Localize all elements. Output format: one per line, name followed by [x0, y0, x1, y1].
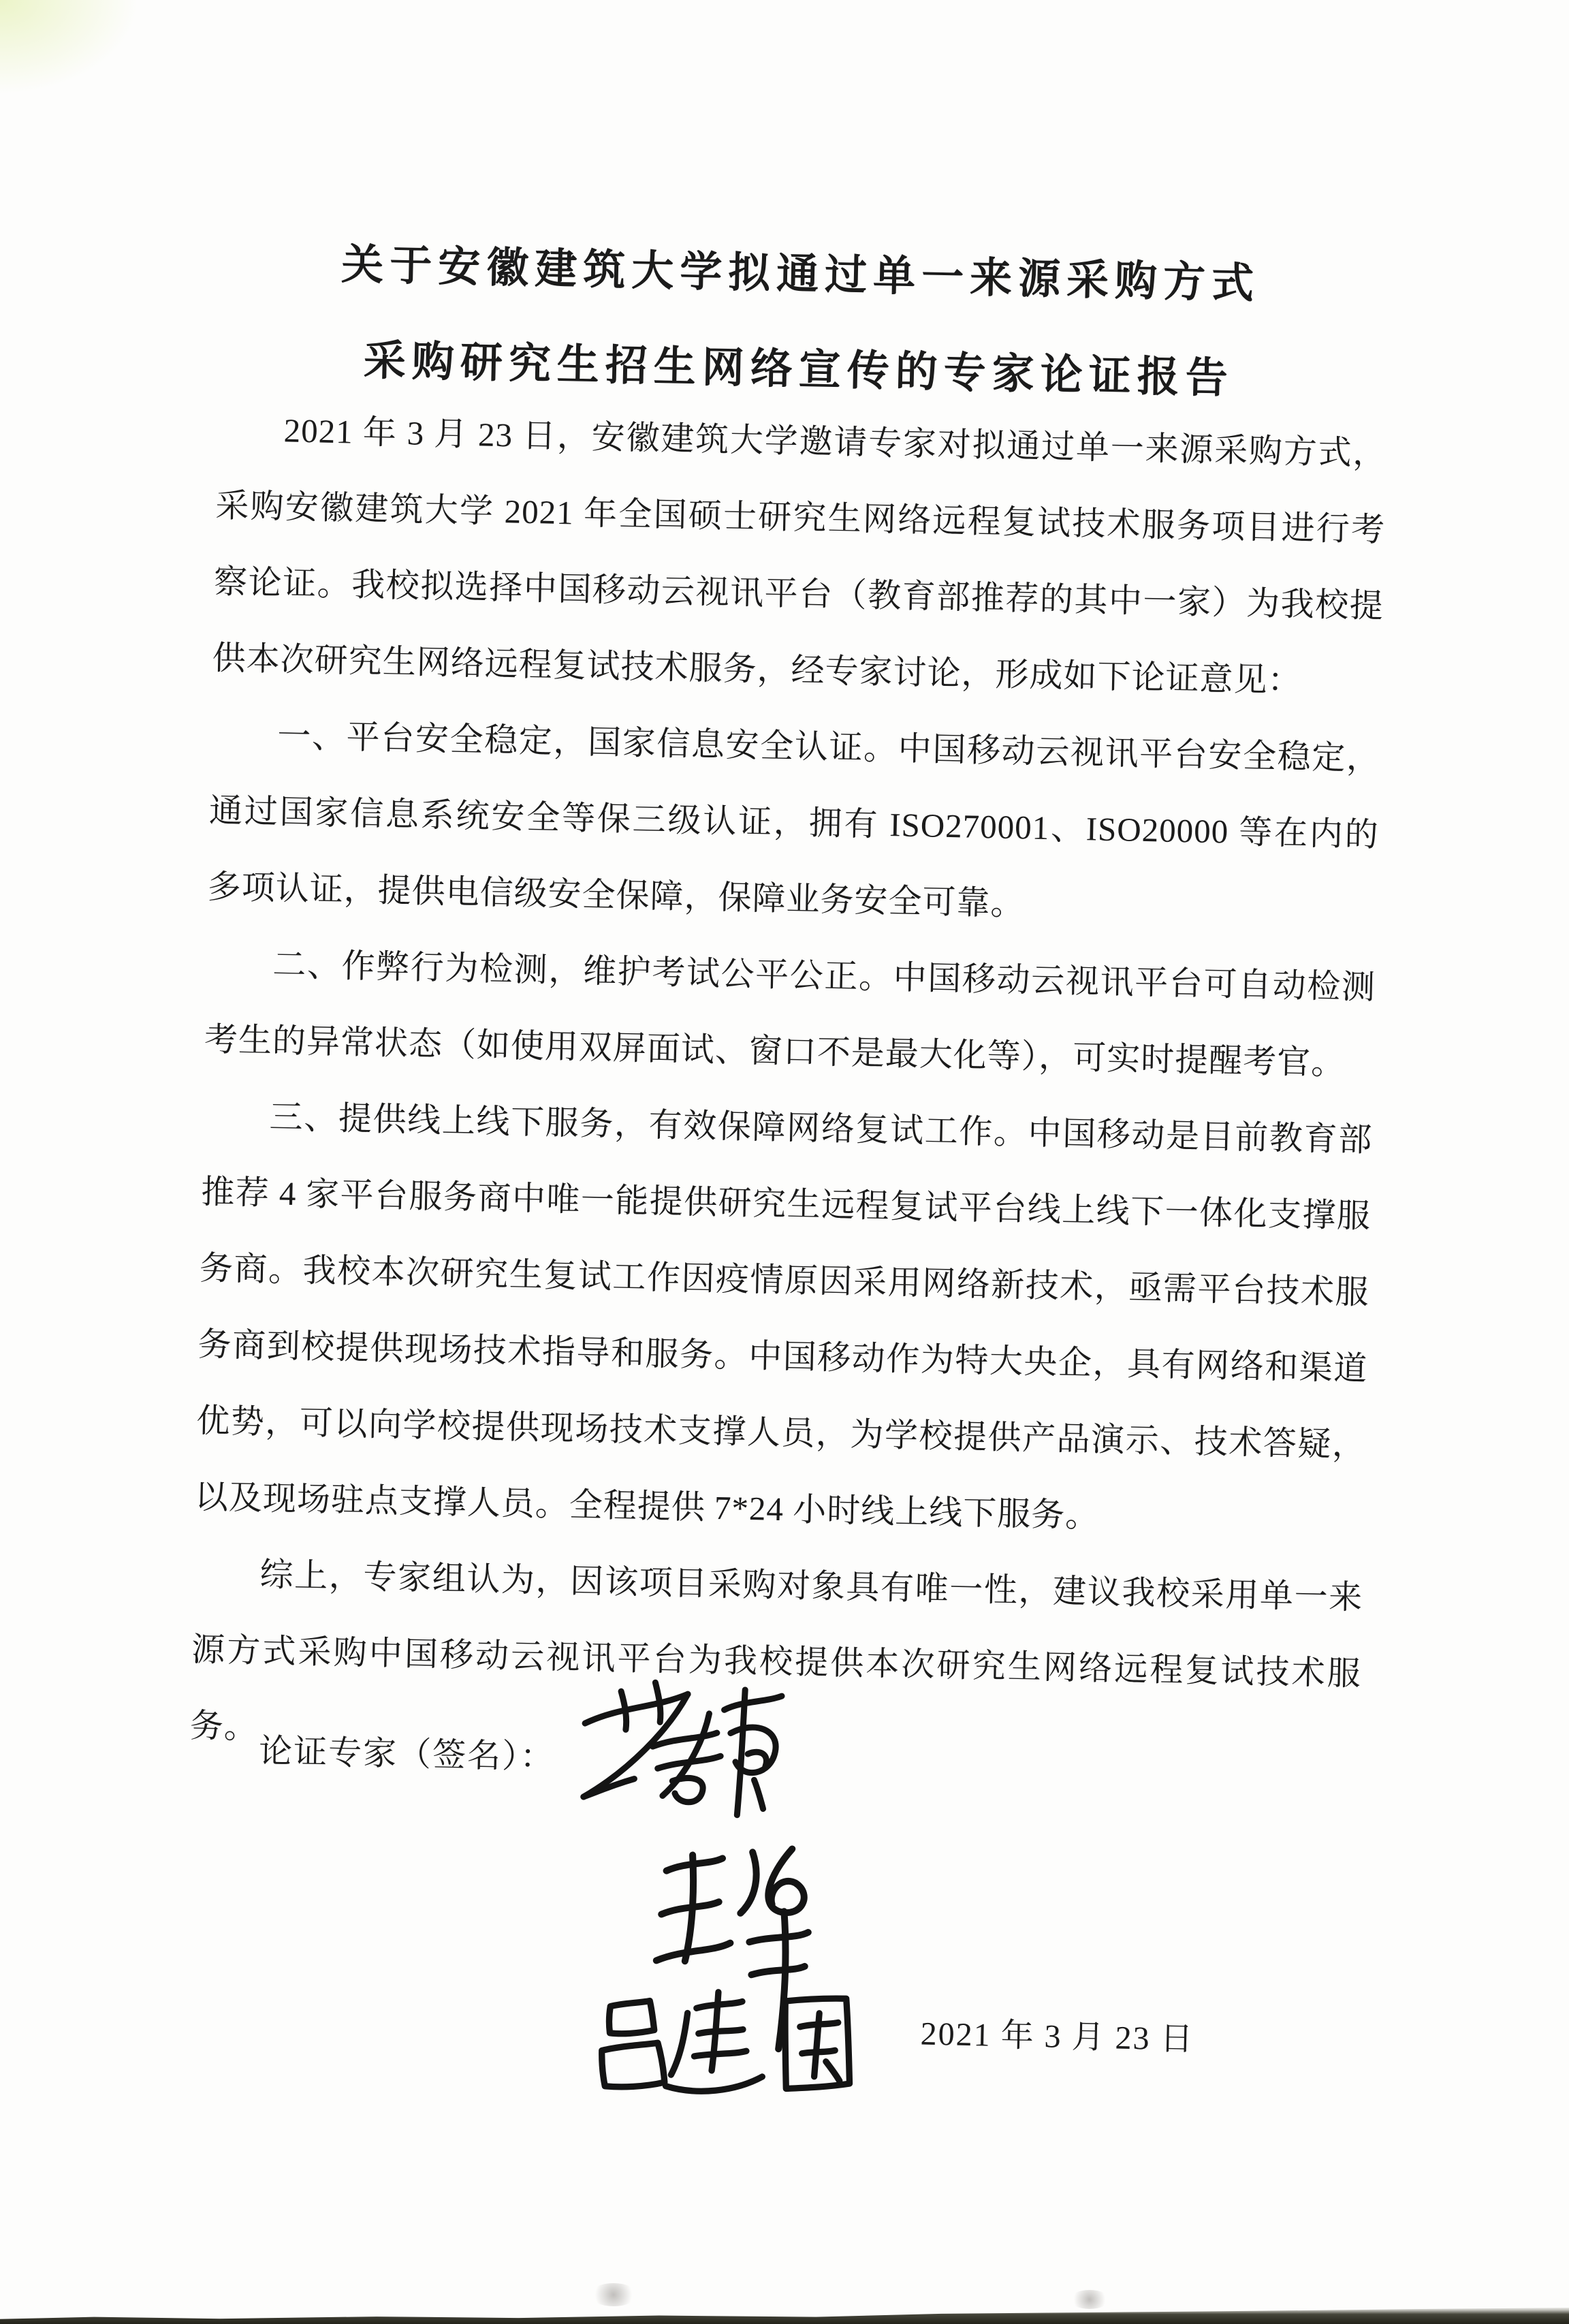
paragraph-conclusion: 综上，专家组认为，因该项目采购对象具有唯一性，建议我校采用单一来源方式采购中国移动云视讯平台为我校提供本次研究生网络远程复试技术服务。	[189, 1556, 1363, 1746]
document-title-line-2: 采购研究生招生网络宣传的专家论证报告	[363, 337, 1235, 403]
paragraph-point-3: 三、提供线上线下服务，有效保障网络复试工作。中国移动是目前教育部推荐 4 家平台服务商中唯一能提供研究生远程复试平台线上线下一体化支撑服务商。我校本次研究生复试工作因疫情原因采用网络新技术，亟需平台技术服务商到校提供现场技术指导和服务。中国移动作为特大央企，具有网络和渠道优势，可以向学校提供现场技术支撑人员，为学校提供产品演示、技术答疑，以及现场驻点支撑人员。全程提供 7*24 小时线上线下服务。	[194, 1098, 1373, 1535]
document-title-line-1: 关于安徽建筑大学拟通过单一来源采购方式	[340, 242, 1261, 308]
scan-smudge	[1069, 2290, 1110, 2309]
signature-label: 论证专家（签名）：	[258, 1732, 556, 1776]
paragraph-point-1: 一、平台安全稳定，国家信息安全认证。中国移动云视讯平台安全稳定，通过国家信息系统安全等保三级认证，拥有 ISO270001、ISO20000 等在内的多项认证，提供电信级安全保障，保障业务安全可靠。	[207, 717, 1381, 923]
scan-smudge	[590, 2283, 637, 2306]
document-date: 2021 年 3 月 23 日	[920, 2015, 1195, 2058]
signature-handwriting-1	[571, 1663, 799, 1845]
signature-handwriting-3	[589, 1971, 864, 2113]
paragraph-intro: 2021 年 3 月 23 日，安徽建筑大学邀请专家对拟通过单一来源采购方式，采购安徽建筑大学 2021 年全国硕士研究生网络远程复试技术服务项目进行考察论证。我校拟选择中国移动云视讯平台（教育部推荐的其中一家）为我校提供本次研究生网络远程复试技术服务，经专家讨论，形成如下论证意见：	[212, 411, 1387, 700]
document-body	[189, 391, 1388, 1789]
paragraph-point-2: 二、作弊行为检测，维护考试公平公正。中国移动云视讯平台可自动检测考生的异常状态（如使用双屏面试、窗口不是最大化等），可实时提醒考官。	[204, 945, 1376, 1082]
